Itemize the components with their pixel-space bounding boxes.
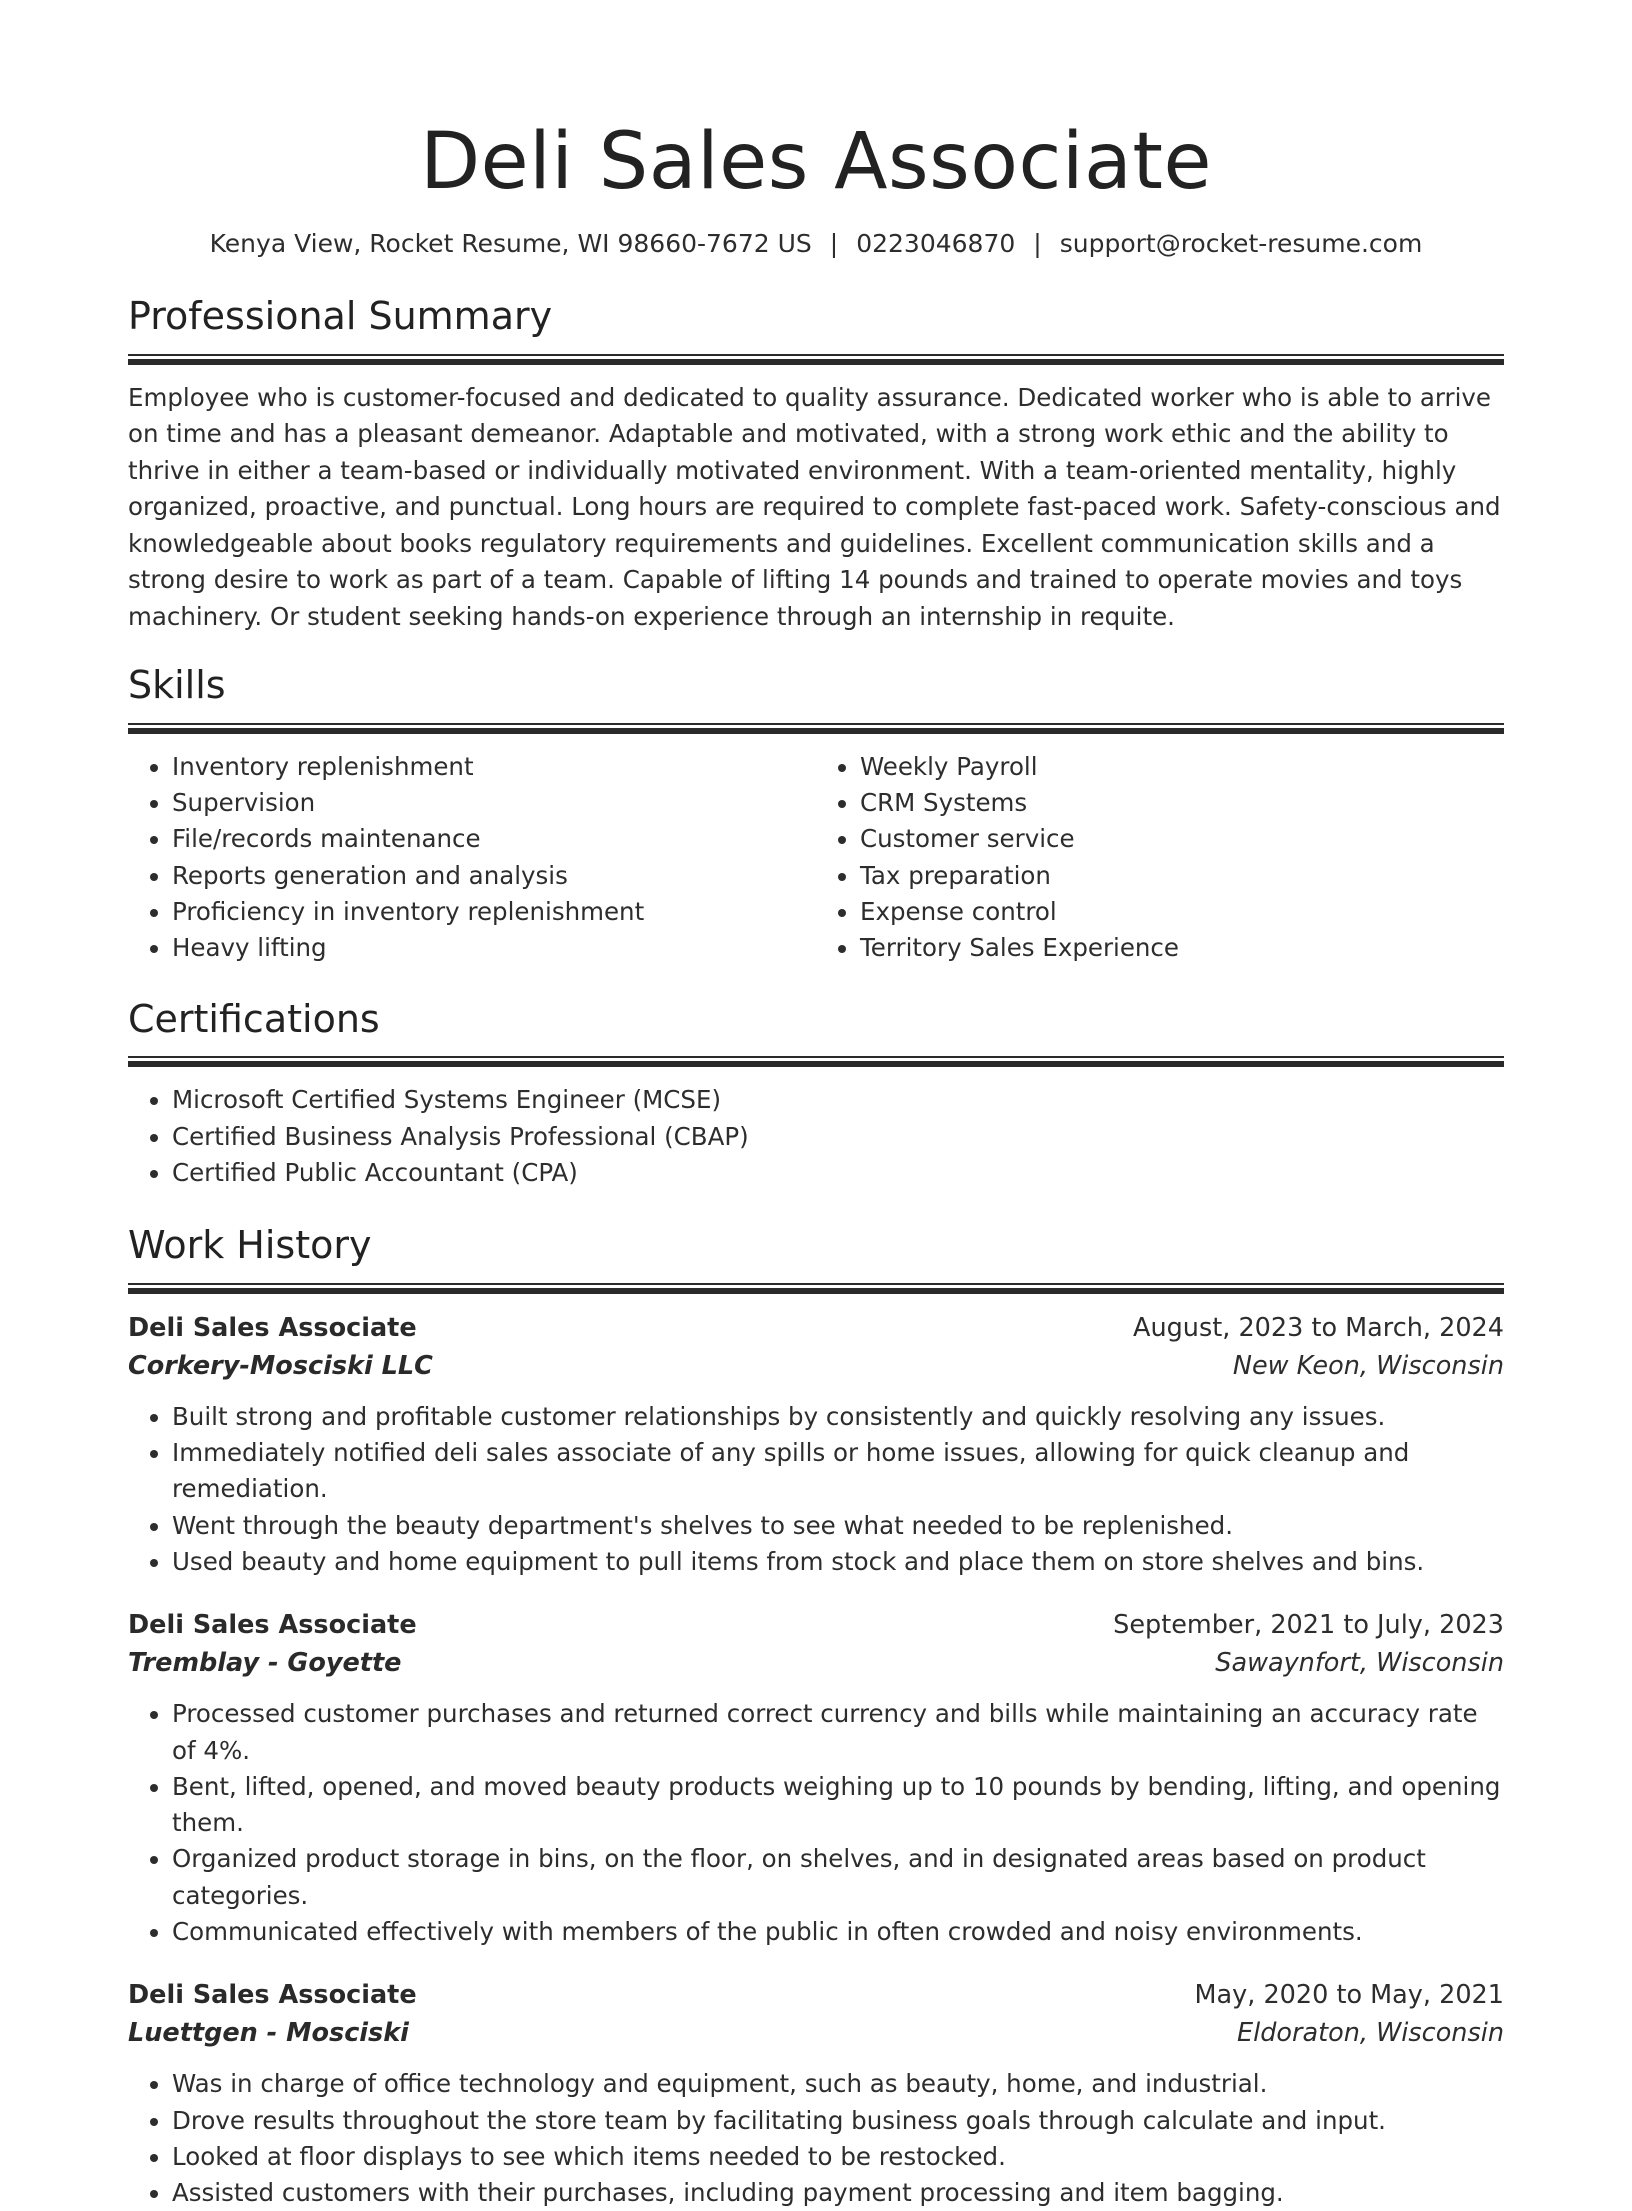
job-bullets <box>128 1696 1504 1950</box>
contact-separator: | <box>1033 228 1042 258</box>
skill-item: • Expense control <box>860 894 1504 930</box>
resume-page <box>128 0 1504 2211</box>
job-bullet: • Built strong and profitable customer relationships by consistently and quickly resolving any issues. <box>172 1399 1504 1435</box>
skill-item: • Weekly Payroll <box>860 749 1504 785</box>
job-bullet: • Assisted customers with their purchases, including payment processing and item bagging. <box>172 2175 1504 2211</box>
job-bullets <box>128 1399 1504 1580</box>
section-certifications <box>128 997 1504 1191</box>
summary-text: Employee who is customer-focused and dedicated to quality assurance. Dedicated worker who is able to arrive on time and has a pleasant demeanor. Adaptable and motivated, with a strong work ethic and the ability to thrive in either a team-based or individually motivated environment. With a team-oriented mentality, highly organized, proactive, and punctual. Long hours are required to complete fast-paced work. Safety-conscious and knowledgeable about books regulatory requirements and guidelines. Excellent communication skills and a strong desire to work as part of a team. Capable of lifting 14 pounds and trained to operate movies and toys machinery. Or student seeking hands-on experience through an internship in requite. <box>128 382 1501 631</box>
job-entry <box>128 1606 1504 1950</box>
job-bullet: • Went through the beauty department's shelves to see what needed to be replenished. <box>172 1508 1504 1544</box>
job-bullet: • Immediately notified deli sales associate of any spills or home issues, allowing for quick cleanup and remediation. <box>172 1435 1504 1508</box>
section-work-history <box>128 1223 1504 2211</box>
job-company: Corkery-Mosciski LLC <box>128 1350 433 1381</box>
contact-email: support@rocket-resume.com <box>1059 228 1423 258</box>
section-title-summary: Professional Summary <box>128 294 553 339</box>
skills-list-right <box>816 749 1504 967</box>
contact-line <box>128 228 1504 261</box>
job-header-row <box>128 1606 1504 1644</box>
section-skills <box>128 663 1504 966</box>
skills-list-left <box>128 749 816 967</box>
job-bullet: • Used beauty and home equipment to pull items from stock and place them on store shelves and bins. <box>172 1544 1504 1580</box>
job-header-row <box>128 1309 1504 1347</box>
job-header-row <box>128 1976 1504 2014</box>
job-bullet: • Looked at floor displays to see which items needed to be restocked. <box>172 2139 1504 2175</box>
section-divider <box>128 1056 1504 1068</box>
job-dates: August, 2023 to March, 2024 <box>1133 1312 1504 1343</box>
job-company-row <box>128 1347 1504 1385</box>
section-title-skills: Skills <box>128 663 226 708</box>
certification-item: • Certified Public Accountant (CPA) <box>172 1155 1504 1191</box>
job-bullet: • Communicated effectively with members of the public in often crowded and noisy environments. <box>172 1914 1504 1950</box>
skill-item: • Proficiency in inventory replenishment <box>172 894 816 930</box>
job-bullet: • Organized product storage in bins, on the floor, on shelves, and in designated areas based on product categories. <box>172 1841 1504 1914</box>
certifications-list <box>128 1082 1504 1191</box>
skill-item: • Territory Sales Experience <box>860 930 1504 966</box>
job-title: Deli Sales Associate <box>128 1980 417 2011</box>
contact-phone: 0223046870 <box>856 228 1016 258</box>
section-summary <box>128 294 1504 635</box>
certification-item: • Microsoft Certified Systems Engineer (MCSE) <box>172 1082 1504 1118</box>
job-bullet: • Bent, lifted, opened, and moved beauty products weighing up to 10 pounds by bending, lifting, and opening them. <box>172 1769 1504 1842</box>
skill-item: • CRM Systems <box>860 785 1504 821</box>
skill-item: • Heavy lifting <box>172 930 816 966</box>
job-bullet: • Processed customer purchases and returned correct currency and bills while maintaining an accuracy rate of 4%. <box>172 1696 1504 1769</box>
skill-item: • Tax preparation <box>860 858 1504 894</box>
contact-address: Kenya View, Rocket Resume, WI 98660-7672 US <box>209 228 812 258</box>
job-title: Deli Sales Associate <box>128 1312 417 1343</box>
job-entry <box>128 1976 1504 2211</box>
job-bullets <box>128 2066 1504 2211</box>
job-location: Sawaynfort, Wisconsin <box>1215 1648 1504 1679</box>
job-dates: May, 2020 to May, 2021 <box>1194 1980 1504 2011</box>
skill-item: • File/records maintenance <box>172 821 816 857</box>
job-dates: September, 2021 to July, 2023 <box>1113 1610 1504 1641</box>
section-divider <box>128 1283 1504 1295</box>
job-company: Tremblay - Goyette <box>128 1648 402 1679</box>
skill-item: • Customer service <box>860 821 1504 857</box>
job-location: New Keon, Wisconsin <box>1232 1350 1504 1381</box>
job-bullet: • Drove results throughout the store team by facilitating business goals through calculate and input. <box>172 2103 1504 2139</box>
job-entry <box>128 1309 1504 1580</box>
job-location: Eldoraton, Wisconsin <box>1237 2018 1504 2049</box>
section-divider <box>128 723 1504 735</box>
job-bullet: • Was in charge of office technology and equipment, such as beauty, home, and industrial. <box>172 2066 1504 2102</box>
job-company: Luettgen - Mosciski <box>128 2018 409 2049</box>
section-divider <box>128 354 1504 366</box>
section-title-certifications: Certifications <box>128 996 380 1041</box>
skills-columns <box>128 749 1504 967</box>
section-title-work-history: Work History <box>128 1223 372 1268</box>
skill-item: • Supervision <box>172 785 816 821</box>
contact-separator: | <box>829 228 839 258</box>
skill-item: • Inventory replenishment <box>172 749 816 785</box>
skill-item: • Reports generation and analysis <box>172 858 816 894</box>
certification-item: • Certified Business Analysis Professional (CBAP) <box>172 1119 1504 1155</box>
certifications-list-wrap <box>128 1082 1504 1191</box>
job-company-row <box>128 2014 1504 2052</box>
job-title: Deli Sales Associate <box>128 1610 417 1641</box>
job-company-row <box>128 1644 1504 1682</box>
candidate-name: Deli Sales Associate <box>420 117 1212 207</box>
